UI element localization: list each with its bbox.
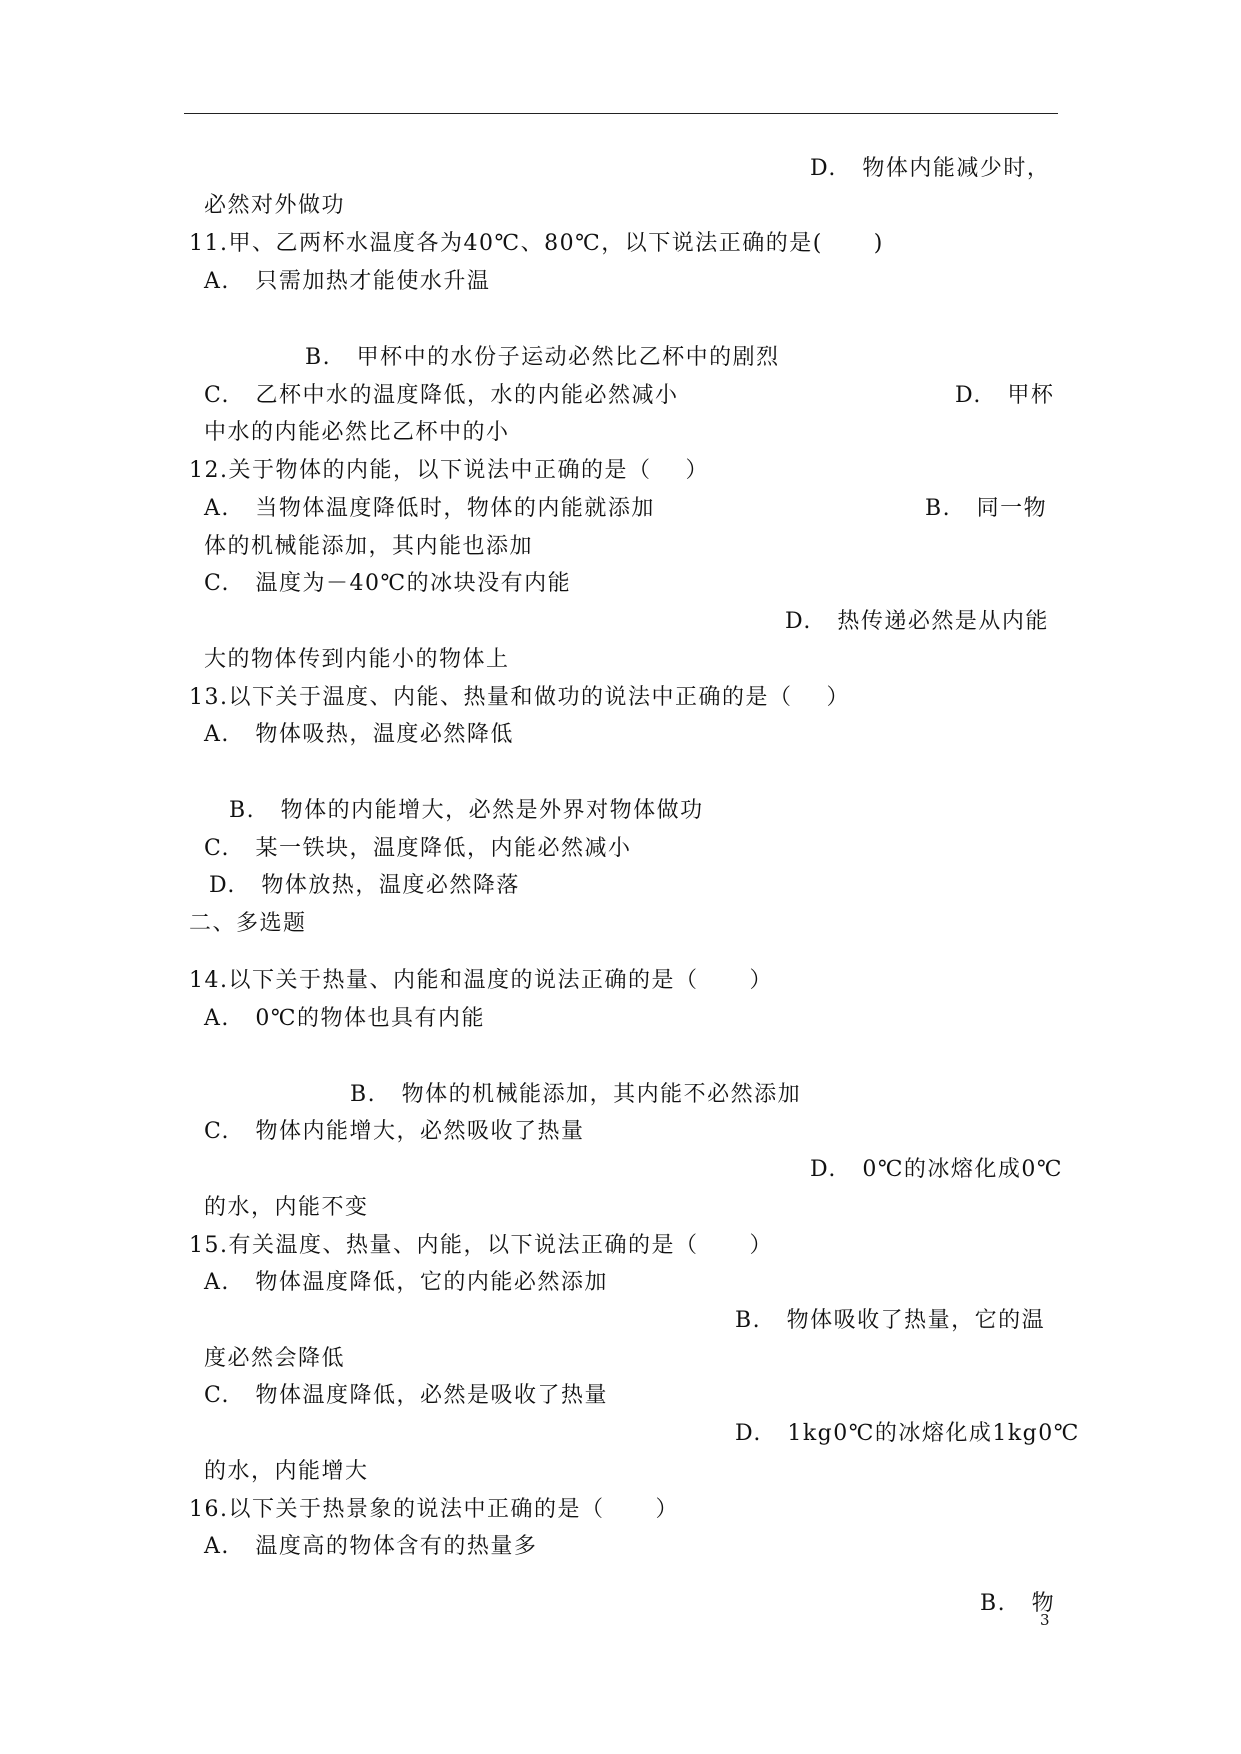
- question-line: 11.甲、乙两杯水温度各为40℃、80℃，以下说法正确的是( ): [189, 231, 884, 256]
- option-line: C. 温度为－40℃的冰块没有内能: [204, 571, 572, 596]
- option-line: D. 0℃的冰熔化成0℃: [810, 1157, 1064, 1182]
- option-line: A. 温度高的物体含有的热量多: [204, 1534, 538, 1559]
- question-line: 12.关于物体的内能，以下说法中正确的是（ ）: [189, 458, 709, 483]
- option-line: A. 0℃的物体也具有内能: [204, 1006, 485, 1031]
- option-line: B. 同一物: [925, 496, 1048, 521]
- question-line: 13.以下关于温度、内能、热量和做功的说法中正确的是（ ）: [189, 685, 850, 710]
- option-line: B. 物体吸收了热量，它的温: [735, 1308, 1046, 1333]
- option-line: B. 物体的机械能添加，其内能不必然添加: [350, 1082, 802, 1107]
- option-line: C. 乙杯中水的温度降低，水的内能必然减小: [204, 383, 679, 408]
- option-line: A. 物体吸热，温度必然降低: [204, 722, 514, 747]
- option-line: B. 物: [980, 1591, 1056, 1616]
- option-line: D. 1kg0℃的冰熔化成1kg0℃: [735, 1421, 1080, 1446]
- header-rule: [184, 113, 1058, 114]
- question-line: 15.有关温度、热量、内能，以下说法正确的是（ ）: [189, 1233, 773, 1258]
- option-line: D. 物体内能减少时，: [810, 156, 1051, 181]
- option-line: B. 甲杯中的水份子运动必然比乙杯中的剧烈: [305, 345, 780, 370]
- option-line: D. 甲杯: [955, 383, 1055, 408]
- option-line: C. 物体内能增大，必然吸收了热量: [204, 1119, 585, 1144]
- text-line: 的水，内能增大: [204, 1459, 369, 1484]
- text-line: 中水的内能必然比乙杯中的小: [204, 420, 510, 445]
- option-line: C. 某一铁块，温度降低，内能必然减小: [204, 836, 632, 861]
- option-line: D. 物体放热，温度必然降落: [209, 873, 520, 898]
- text-line: 大的物体传到内能小的物体上: [204, 647, 510, 672]
- text-line: 的水，内能不变: [204, 1195, 369, 1220]
- section-heading: 二、多选题: [189, 911, 307, 936]
- text-line: 必然对外做功: [204, 193, 346, 218]
- question-line: 16.以下关于热景象的说法中正确的是（ ）: [189, 1497, 679, 1522]
- text-line: 体的机械能添加，其内能也添加: [204, 534, 534, 559]
- option-line: A. 当物体温度降低时，物体的内能就添加: [204, 496, 655, 521]
- option-line: A. 物体温度降低，它的内能必然添加: [204, 1270, 608, 1295]
- text-line: 度必然会降低: [204, 1346, 346, 1371]
- option-line: B. 物体的内能增大，必然是外界对物体做功: [229, 798, 704, 823]
- page-number: 3: [1040, 1611, 1050, 1629]
- option-line: D. 热传递必然是从内能: [785, 609, 1049, 634]
- question-line: 14.以下关于热量、内能和温度的说法正确的是（ ）: [189, 968, 773, 993]
- option-line: A. 只需加热才能使水升温: [204, 269, 491, 294]
- option-line: C. 物体温度降低，必然是吸收了热量: [204, 1383, 609, 1408]
